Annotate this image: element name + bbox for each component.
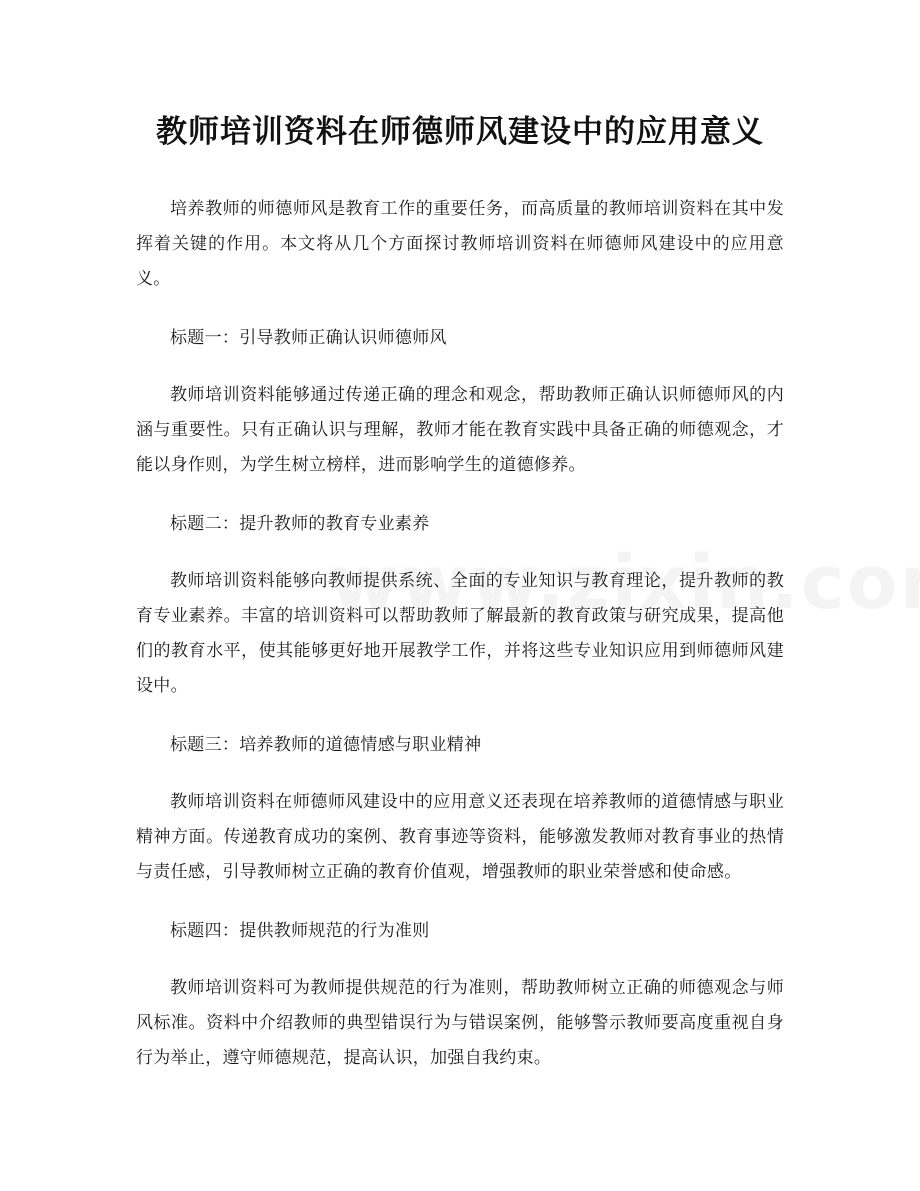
document-title: 教师培训资料在师德师风建设中的应用意义 (156, 114, 764, 150)
section-heading-1: 标题一：引导教师正确认识师德师风 (170, 328, 447, 348)
section-body-3: 教师培训资料在师德师风建设中的应用意义还表现在培养教师的道德情感与职业精神方面。传递教育成功的案例、教育事迹等资料，能够激发教师对教育事业的热情与责任感，引导教师树立正确的教育价值观，增强教师的职业荣誉感和使命感。 (136, 792, 784, 882)
section-body-2: 教师培训资料能够向教师提供系统、全面的专业知识与教育理论，提升教师的教育专业素养。丰富的培训资料可以帮助教师了解最新的教育政策与研究成果，提高他们的教育水平，使其能够更好地开展教学工作，并将这些专业知识应用到师德师风建设中。 (136, 571, 784, 696)
section-body-1: 教师培训资料能够通过传递正确的理念和观念，帮助教师正确认识师德师风的内涵与重要性。只有正确认识与理解，教师才能在教育实践中具备正确的师德观念，才能以身作则，为学生树立榜样，进而影响学生的道德修养。 (136, 385, 784, 475)
section-heading-2: 标题二：提升教师的教育专业素养 (170, 514, 430, 534)
section-heading-4: 标题四：提供教师规范的行为准则 (170, 921, 430, 941)
intro-paragraph: 培养教师的师德师风是教育工作的重要任务，而高质量的教师培训资料在其中发挥着关键的作用。本文将从几个方面探讨教师培训资料在师德师风建设中的应用意义。 (136, 199, 784, 289)
section-body-4: 教师培训资料可为教师提供规范的行为准则，帮助教师树立正确的师德观念与师风标准。资料中介绍教师的典型错误行为与错误案例，能够警示教师要高度重视自身行为举止，遵守师德规范，提高认识，加强自我约束。 (136, 978, 784, 1068)
section-heading-3: 标题三：培养教师的道德情感与职业精神 (170, 735, 482, 755)
